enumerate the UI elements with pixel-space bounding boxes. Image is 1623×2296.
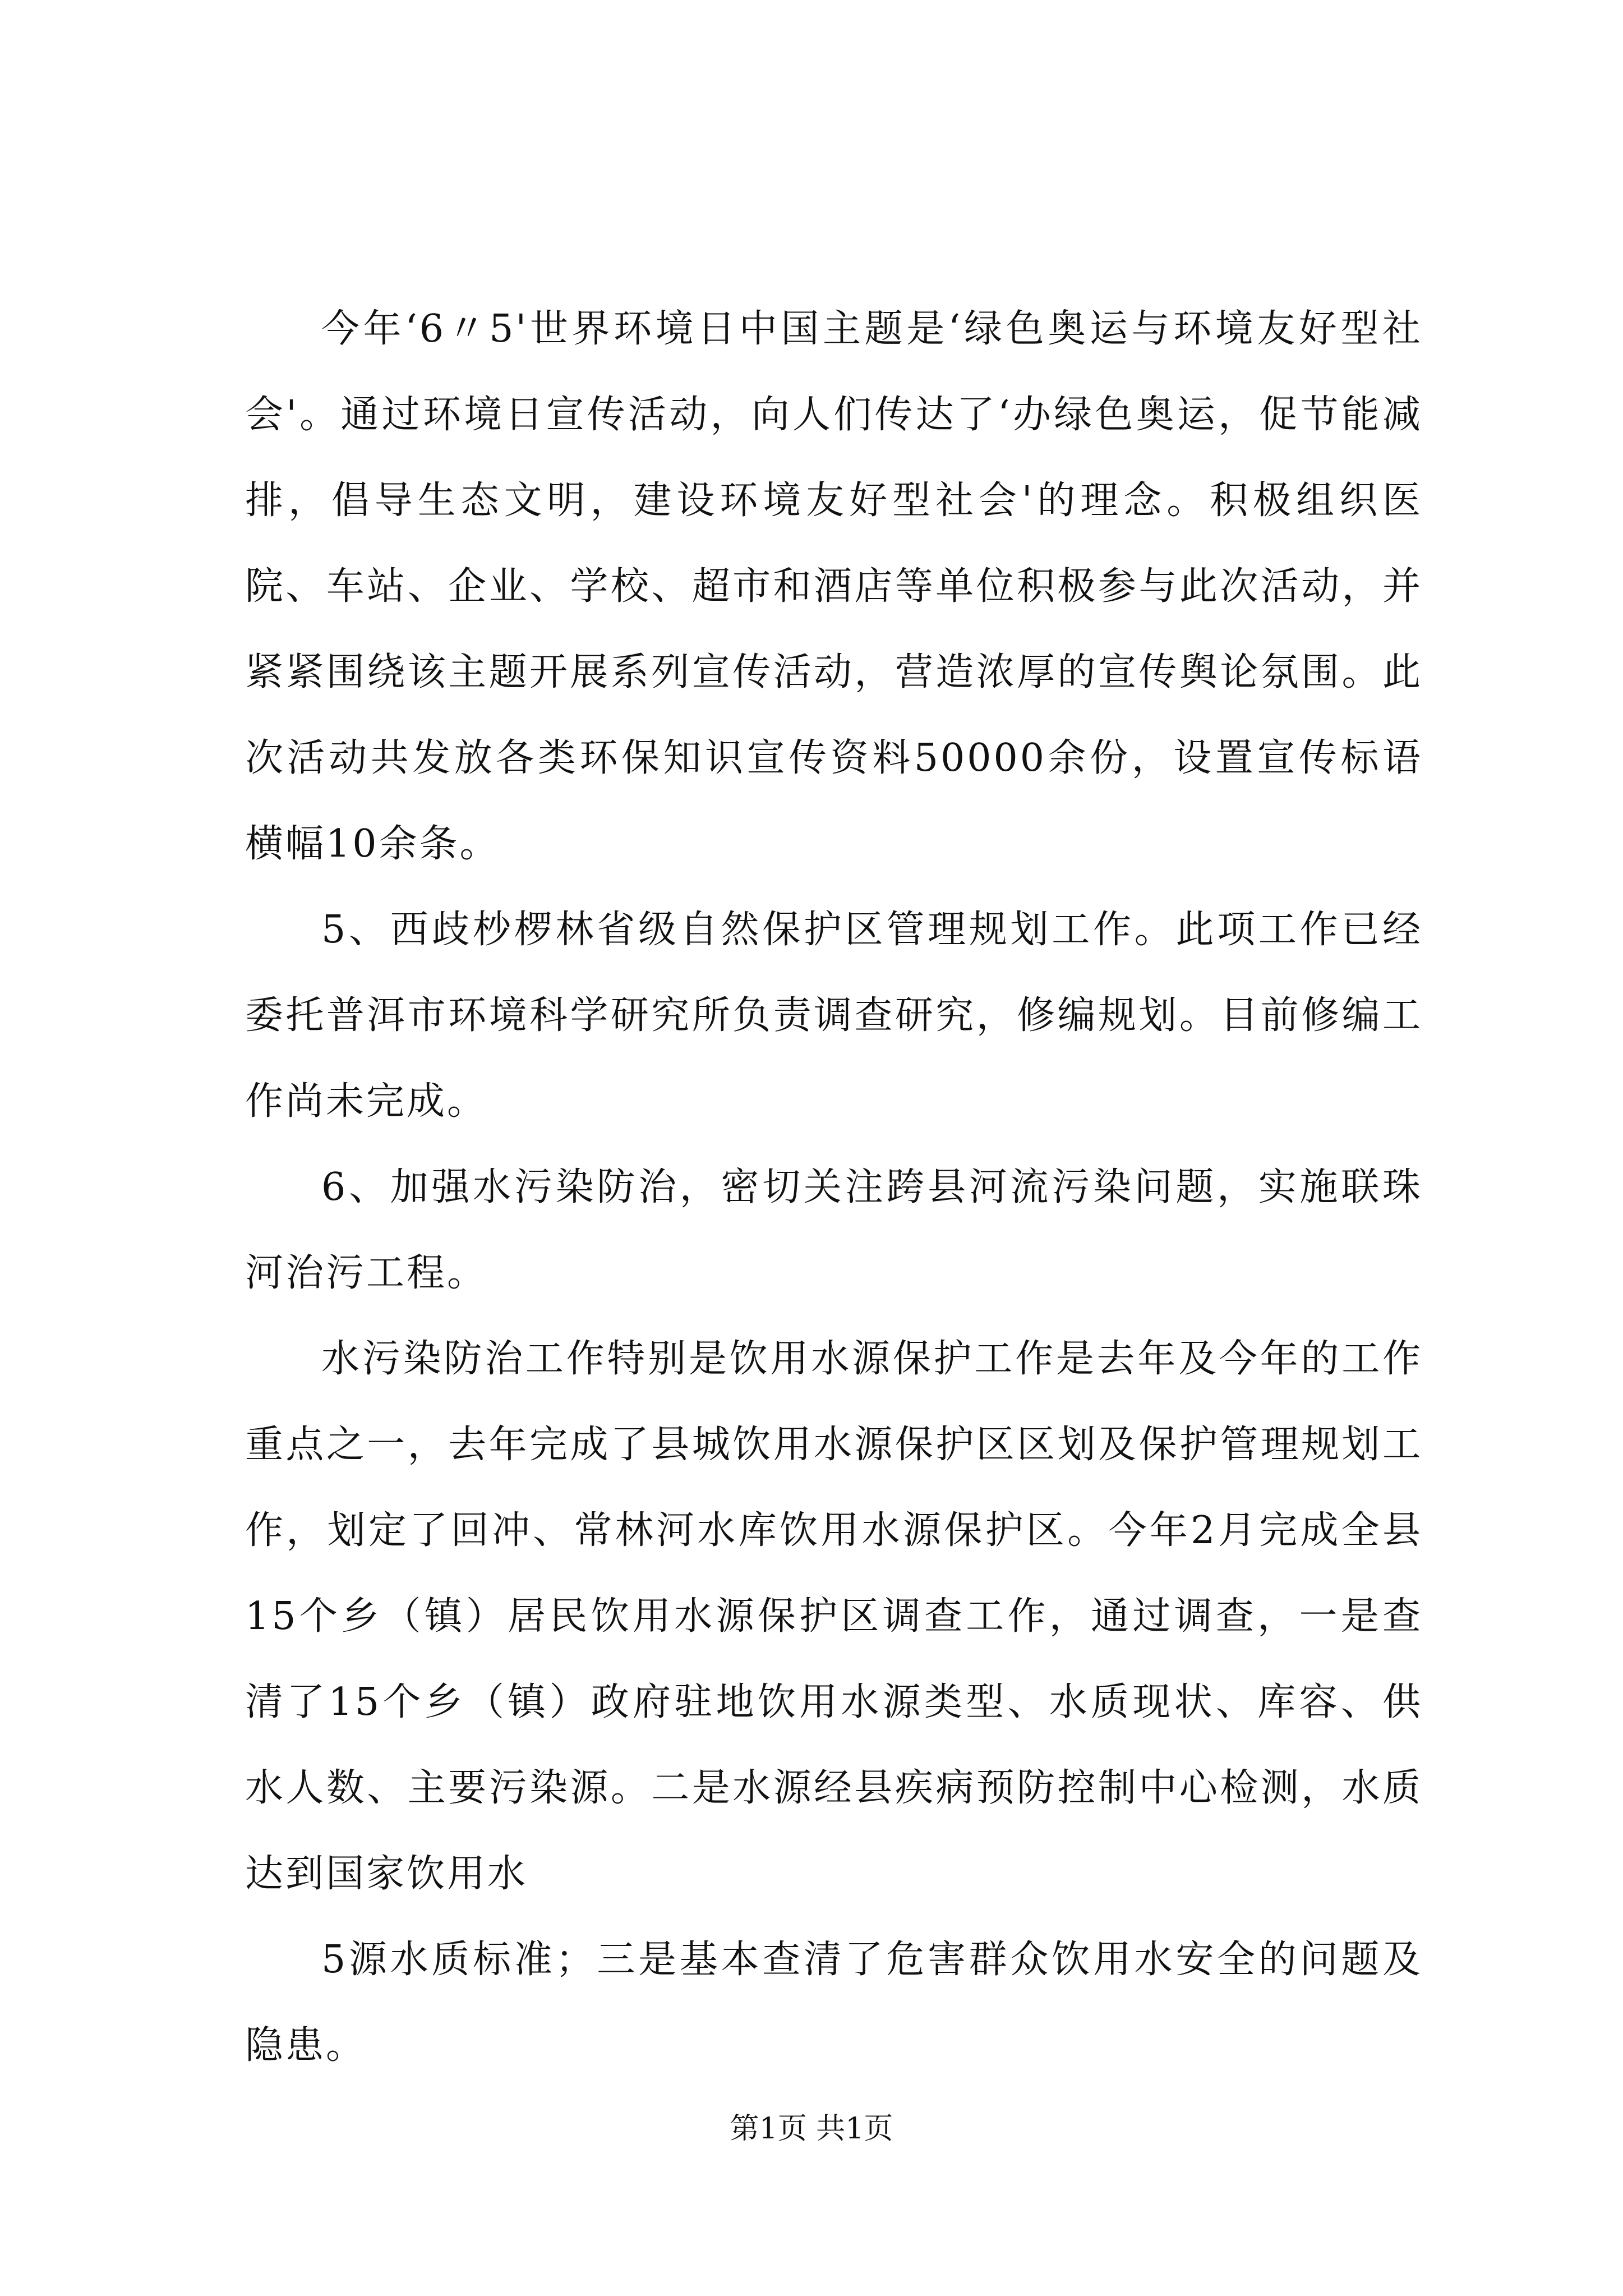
paragraph-nature-reserve-planning: 5、西歧杪椤林省级自然保护区管理规划工作。此项工作已经委托普洱市环境科学研究所负责调查研究，修编规划。目前修编工作尚未完成。 [245,908,1423,1124]
page-number-footer: 第1页 共1页 [730,2112,893,2146]
document-body [245,286,1423,2088]
paragraph-drinking-water-protection: 水污染防治工作特别是饮用水源保护工作是去年及今年的工作重点之一，去年完成了县城饮用水源保护区区划及保护管理规划工作，划定了回冲、常林河水库饮用水源保护区。今年2月完成全县15个乡（镇）居民饮用水源保护区调查工作，通过调查，一是查清了15个乡（镇）政府驻地饮用水源类型、水质现状、库容、供水人数、主要污染源。二是水源经县疾病预防控制中心检测，水质达到国家饮用水 [245,1337,1423,1896]
paragraph-water-quality-standard: 5源水质标准；三是基本查清了危害群众饮用水安全的问题及隐患。 [245,1938,1423,2068]
paragraph-environment-day: 今年‘6〃5'世界环境日中国主题是‘绿色奥运与环境友好型社会'。通过环境日宣传活动，向人们传达了‘办绿色奥运，促节能减排，倡导生态文明，建设环境友好型社会'的理念。积极组织医院、车站、企业、学校、超市和酒店等单位积极参与此次活动，并紧紧围绕该主题开展系列宣传活动，营造浓厚的宣传舆论氛围。此次活动共发放各类环保知识宣传资料50000余份，设置宣传标语横幅10余条。 [245,307,1423,866]
paragraph-water-pollution-control: 6、加强水污染防治，密切关注跨县河流污染问题，实施联珠河治污工程。 [245,1165,1423,1295]
